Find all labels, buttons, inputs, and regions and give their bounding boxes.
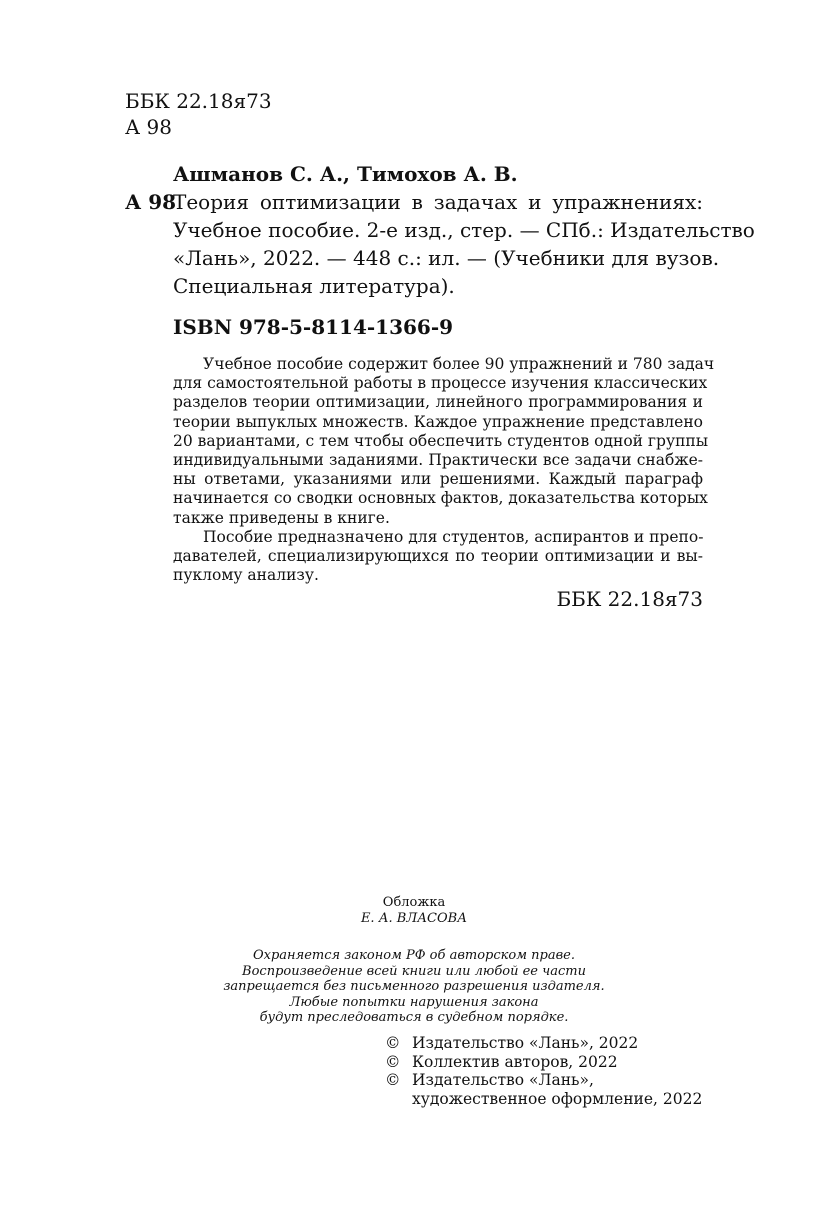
copyright-line [385, 1053, 702, 1072]
copyright-icon: © [385, 1071, 401, 1089]
copyright-icon: © [385, 1052, 401, 1071]
abstract-line: индивидуальными заданиями. Практически все задачи снабже- [173, 451, 703, 470]
copyright-block [385, 1034, 702, 1108]
abstract-line: также приведены в книге. [173, 508, 390, 527]
copyright-icon: © [385, 1034, 401, 1052]
description-line: Теория оптимизации в задачах и упражнениях: [173, 190, 703, 214]
abstract [173, 355, 715, 585]
authors: Ашманов С. А., Тимохов А. В. [173, 162, 518, 186]
author-mark-top: А 98 [125, 115, 172, 139]
description-line: Учебное пособие. 2-е изд., стер. — СПб.: Издательство [173, 218, 755, 242]
abstract-line: разделов теории оптимизации, линейного программирования и [173, 393, 703, 412]
cover-designer: Е. А. ВЛАСОВА [360, 911, 468, 926]
abstract-line: ны ответами, указаниями или решениями. Каждый параграф [173, 470, 703, 489]
copyright-line [385, 1071, 702, 1090]
cover-label: Обложка [382, 895, 446, 910]
copyright-text: Издательство «Лань», 2022 [412, 1034, 639, 1052]
copyright-line-continued [385, 1090, 702, 1109]
abstract-line: Учебное пособие содержит более 90 упражнений и 780 задач [203, 355, 715, 373]
abstract-line: начинается со сводки основных фактов, доказательства которых [173, 489, 708, 508]
legal-line: Охраняется законом РФ об авторском праве. [253, 948, 575, 963]
copyright-line [385, 1034, 702, 1053]
cover-credit [200, 895, 628, 927]
abstract-line: для самостоятельной работы в процессе изучения классических [173, 374, 708, 393]
legal-line: запрещается без письменного разрешения издателя. [223, 979, 605, 994]
legal-line: Воспроизведение всей книги или любой ее части [242, 963, 586, 979]
bibliographic-description [173, 188, 755, 300]
author-mark: А 98 [125, 190, 177, 214]
copyright-text: Издательство «Лань», [412, 1071, 594, 1089]
description-line: «Лань», 2022. — 448 с.: ил. — (Учебники для вузов. [173, 246, 720, 270]
abstract-line: теории выпуклых множеств. Каждое упражнение представлено [173, 412, 703, 431]
bbk-code-top: ББК 22.18я73 [125, 89, 272, 113]
abstract-line: Пособие предназначено для студентов, аспирантов и препо- [203, 527, 704, 546]
copyright-text: художественное оформление, 2022 [412, 1089, 703, 1108]
copyright-text: Коллектив авторов, 2022 [412, 1052, 618, 1071]
isbn: ISBN 978-5-8114-1366-9 [173, 315, 454, 339]
abstract-line: 20 вариантами, с тем чтобы обеспечить студентов одной группы [173, 431, 709, 450]
abstract-line: пуклому анализу. [173, 566, 319, 585]
abstract-line: давателей, специализирующихся по теории оптимизации и вы- [173, 547, 703, 566]
bbk-code-bottom: ББК 22.18я73 [556, 587, 703, 611]
legal-line: Любые попытки нарушения закона [289, 994, 539, 1010]
legal-notice [150, 948, 678, 1026]
legal-line: будут преследоваться в судебном порядке. [259, 1010, 569, 1025]
description-line: Специальная литература). [173, 274, 455, 298]
